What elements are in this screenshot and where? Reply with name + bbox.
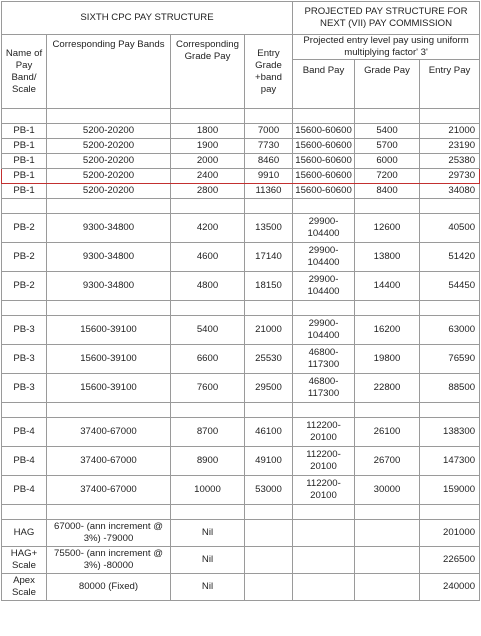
spacer-cell bbox=[293, 109, 355, 124]
table-row bbox=[2, 169, 480, 184]
pay-band-name-cell: PB-1 bbox=[2, 139, 47, 154]
pay-band-range-cell: 9300-34800 bbox=[47, 214, 171, 243]
entry-pay-cell bbox=[245, 547, 293, 574]
pay-band-range-cell: 5200-20200 bbox=[47, 124, 171, 139]
pay-band-range-cell: 80000 (Fixed) bbox=[47, 574, 171, 601]
spacer-cell bbox=[47, 199, 171, 214]
table-row bbox=[2, 520, 480, 547]
projected-band-pay-cell bbox=[293, 574, 355, 601]
pay-band-range-cell: 37400-67000 bbox=[47, 418, 171, 447]
header-row-2 bbox=[2, 35, 480, 60]
entry-pay-cell bbox=[245, 520, 293, 547]
projected-entry-pay-cell: 240000 bbox=[420, 574, 480, 601]
projected-band-pay-cell: 29900-104400 bbox=[293, 214, 355, 243]
spacer-cell bbox=[2, 403, 47, 418]
spacer-cell bbox=[171, 403, 245, 418]
spacer-cell bbox=[2, 109, 47, 124]
entry-pay-cell: 29500 bbox=[245, 374, 293, 403]
spacer-cell bbox=[420, 505, 480, 520]
projected-entry-pay-cell: 88500 bbox=[420, 374, 480, 403]
table-row bbox=[2, 316, 480, 345]
spacer-cell bbox=[171, 199, 245, 214]
projected-grade-pay-cell: 5400 bbox=[355, 124, 420, 139]
projected-grade-pay-cell: 14400 bbox=[355, 272, 420, 301]
grade-pay-cell: 4200 bbox=[171, 214, 245, 243]
projected-entry-pay-cell: 34080 bbox=[420, 184, 480, 199]
projected-grade-pay-cell bbox=[355, 520, 420, 547]
projected-grade-pay-cell: 7200 bbox=[355, 169, 420, 184]
entry-pay-cell: 21000 bbox=[245, 316, 293, 345]
pay-band-range-cell: 15600-39100 bbox=[47, 316, 171, 345]
entry-pay-cell: 53000 bbox=[245, 476, 293, 505]
projected-grade-pay-cell: 26100 bbox=[355, 418, 420, 447]
projected-grade-pay-cell: 13800 bbox=[355, 243, 420, 272]
table-row bbox=[2, 418, 480, 447]
projected-grade-pay-cell: 22800 bbox=[355, 374, 420, 403]
projected-band-pay-cell: 15600-60600 bbox=[293, 184, 355, 199]
pay-band-name-cell: PB-2 bbox=[2, 272, 47, 301]
entry-pay-cell: 46100 bbox=[245, 418, 293, 447]
table-row bbox=[2, 447, 480, 476]
entry-pay-cell: 11360 bbox=[245, 184, 293, 199]
projected-grade-pay-cell: 6000 bbox=[355, 154, 420, 169]
projected-band-pay-cell: 46800-117300 bbox=[293, 374, 355, 403]
spacer-cell bbox=[245, 199, 293, 214]
table-row bbox=[2, 547, 480, 574]
entry-pay-cell: 18150 bbox=[245, 272, 293, 301]
grade-pay-cell: Nil bbox=[171, 574, 245, 601]
pay-band-range-cell: 5200-20200 bbox=[47, 169, 171, 184]
table-row bbox=[2, 184, 480, 199]
projected-entry-pay-cell: 51420 bbox=[420, 243, 480, 272]
pay-band-range-cell: 67000- (ann increment @ 3%) -79000 bbox=[47, 520, 171, 547]
projected-header: PROJECTED PAY STRUCTURE FOR NEXT (VII) PAY COMMISSION bbox=[293, 2, 480, 35]
spacer-cell bbox=[171, 301, 245, 316]
table-row bbox=[2, 243, 480, 272]
projected-entry-pay-cell: 76590 bbox=[420, 345, 480, 374]
projected-grade-pay-cell: 19800 bbox=[355, 345, 420, 374]
spacer-cell bbox=[47, 109, 171, 124]
projected-entry-pay-cell: 25380 bbox=[420, 154, 480, 169]
col-header-corresponding-grade-pay: Corresponding Grade Pay bbox=[171, 35, 245, 109]
projected-band-pay-cell: 29900-104400 bbox=[293, 316, 355, 345]
spacer-row bbox=[2, 109, 480, 124]
pay-band-name-cell: PB-4 bbox=[2, 476, 47, 505]
spacer-cell bbox=[171, 505, 245, 520]
pay-band-name-cell: PB-1 bbox=[2, 169, 47, 184]
projected-band-pay-cell bbox=[293, 520, 355, 547]
projected-band-pay-cell: 46800-117300 bbox=[293, 345, 355, 374]
col-header-entry-pay: Entry Pay bbox=[420, 60, 480, 109]
grade-pay-cell: 10000 bbox=[171, 476, 245, 505]
spacer-cell bbox=[355, 505, 420, 520]
spacer-cell bbox=[245, 301, 293, 316]
grade-pay-cell: 1900 bbox=[171, 139, 245, 154]
col-header-grade-pay: Grade Pay bbox=[355, 60, 420, 109]
spacer-row bbox=[2, 199, 480, 214]
col-header-entry-grade-band-pay: Entry Grade +band pay bbox=[245, 35, 293, 109]
grade-pay-cell: 2800 bbox=[171, 184, 245, 199]
pay-band-name-cell: PB-3 bbox=[2, 316, 47, 345]
table-row bbox=[2, 139, 480, 154]
spacer-cell bbox=[420, 199, 480, 214]
pay-band-name-cell: PB-1 bbox=[2, 124, 47, 139]
projected-grade-pay-cell: 8400 bbox=[355, 184, 420, 199]
pay-band-range-cell: 9300-34800 bbox=[47, 243, 171, 272]
pay-band-range-cell: 9300-34800 bbox=[47, 272, 171, 301]
pay-band-range-cell: 5200-20200 bbox=[47, 154, 171, 169]
spacer-cell bbox=[245, 505, 293, 520]
entry-pay-cell: 7000 bbox=[245, 124, 293, 139]
entry-pay-cell: 13500 bbox=[245, 214, 293, 243]
spacer-cell bbox=[355, 403, 420, 418]
spacer-cell bbox=[47, 301, 171, 316]
projected-band-pay-cell: 29900-104400 bbox=[293, 243, 355, 272]
col-header-projected-entry-level: Projected entry level pay using uniform multiplying factor' 3' bbox=[293, 35, 480, 60]
spacer-cell bbox=[171, 109, 245, 124]
entry-pay-cell: 8460 bbox=[245, 154, 293, 169]
pay-band-range-cell: 15600-39100 bbox=[47, 345, 171, 374]
pay-band-range-cell: 15600-39100 bbox=[47, 374, 171, 403]
pay-band-range-cell: 5200-20200 bbox=[47, 139, 171, 154]
grade-pay-cell: Nil bbox=[171, 547, 245, 574]
grade-pay-cell: 4600 bbox=[171, 243, 245, 272]
projected-entry-pay-cell: 147300 bbox=[420, 447, 480, 476]
projected-band-pay-cell: 112200-20100 bbox=[293, 476, 355, 505]
entry-pay-cell: 25530 bbox=[245, 345, 293, 374]
pay-band-name-cell: PB-1 bbox=[2, 154, 47, 169]
spacer-cell bbox=[47, 505, 171, 520]
projected-grade-pay-cell: 16200 bbox=[355, 316, 420, 345]
spacer-cell bbox=[245, 109, 293, 124]
projected-entry-pay-cell: 54450 bbox=[420, 272, 480, 301]
spacer-cell bbox=[2, 505, 47, 520]
grade-pay-cell: 8900 bbox=[171, 447, 245, 476]
pay-band-range-cell: 37400-67000 bbox=[47, 447, 171, 476]
pay-band-range-cell: 75500- (ann increment @ 3%) -80000 bbox=[47, 547, 171, 574]
pay-band-range-cell: 37400-67000 bbox=[47, 476, 171, 505]
spacer-cell bbox=[355, 199, 420, 214]
projected-band-pay-cell: 15600-60600 bbox=[293, 169, 355, 184]
pay-structure-table bbox=[1, 1, 480, 601]
spacer-cell bbox=[420, 301, 480, 316]
grade-pay-cell: 2400 bbox=[171, 169, 245, 184]
spacer-cell bbox=[245, 403, 293, 418]
spacer-cell bbox=[293, 301, 355, 316]
pay-band-range-cell: 5200-20200 bbox=[47, 184, 171, 199]
pay-band-name-cell: PB-1 bbox=[2, 184, 47, 199]
table-row bbox=[2, 345, 480, 374]
table-row bbox=[2, 374, 480, 403]
col-header-name: Name of Pay Band/ Scale bbox=[2, 35, 47, 109]
spacer-row bbox=[2, 301, 480, 316]
entry-pay-cell: 9910 bbox=[245, 169, 293, 184]
table-row bbox=[2, 272, 480, 301]
sixth-cpc-header: SIXTH CPC PAY STRUCTURE bbox=[2, 2, 293, 35]
spacer-cell bbox=[293, 505, 355, 520]
spacer-cell bbox=[2, 199, 47, 214]
projected-grade-pay-cell bbox=[355, 574, 420, 601]
spacer-cell bbox=[355, 301, 420, 316]
spacer-cell bbox=[420, 109, 480, 124]
projected-entry-pay-cell: 138300 bbox=[420, 418, 480, 447]
grade-pay-cell: 8700 bbox=[171, 418, 245, 447]
pay-band-name-cell: PB-3 bbox=[2, 374, 47, 403]
spacer-row bbox=[2, 403, 480, 418]
projected-grade-pay-cell: 26700 bbox=[355, 447, 420, 476]
entry-pay-cell: 7730 bbox=[245, 139, 293, 154]
projected-entry-pay-cell: 201000 bbox=[420, 520, 480, 547]
entry-pay-cell bbox=[245, 574, 293, 601]
table-row bbox=[2, 574, 480, 601]
table-row bbox=[2, 154, 480, 169]
grade-pay-cell: 2000 bbox=[171, 154, 245, 169]
header-row-1 bbox=[2, 2, 480, 35]
grade-pay-cell: 6600 bbox=[171, 345, 245, 374]
projected-band-pay-cell bbox=[293, 547, 355, 574]
spacer-cell bbox=[293, 199, 355, 214]
pay-band-name-cell: PB-4 bbox=[2, 447, 47, 476]
entry-pay-cell: 17140 bbox=[245, 243, 293, 272]
spacer-cell bbox=[355, 109, 420, 124]
spacer-cell bbox=[293, 403, 355, 418]
pay-band-name-cell: PB-3 bbox=[2, 345, 47, 374]
spacer-row bbox=[2, 505, 480, 520]
projected-entry-pay-cell: 63000 bbox=[420, 316, 480, 345]
projected-entry-pay-cell: 226500 bbox=[420, 547, 480, 574]
pay-band-name-cell: HAG+ Scale bbox=[2, 547, 47, 574]
table-row bbox=[2, 124, 480, 139]
pay-band-name-cell: PB-4 bbox=[2, 418, 47, 447]
projected-entry-pay-cell: 23190 bbox=[420, 139, 480, 154]
pay-band-name-cell: PB-2 bbox=[2, 243, 47, 272]
projected-entry-pay-cell: 21000 bbox=[420, 124, 480, 139]
pay-band-name-cell: HAG bbox=[2, 520, 47, 547]
spacer-cell bbox=[47, 403, 171, 418]
projected-grade-pay-cell: 5700 bbox=[355, 139, 420, 154]
grade-pay-cell: 1800 bbox=[171, 124, 245, 139]
spacer-cell bbox=[2, 301, 47, 316]
projected-band-pay-cell: 112200-20100 bbox=[293, 418, 355, 447]
grade-pay-cell: 4800 bbox=[171, 272, 245, 301]
col-header-band-pay: Band Pay bbox=[293, 60, 355, 109]
projected-entry-pay-cell: 29730 bbox=[420, 169, 480, 184]
col-header-corresponding-pay-bands: Corresponding Pay Bands bbox=[47, 35, 171, 109]
pay-band-name-cell: PB-2 bbox=[2, 214, 47, 243]
projected-band-pay-cell: 15600-60600 bbox=[293, 124, 355, 139]
grade-pay-cell: 7600 bbox=[171, 374, 245, 403]
projected-band-pay-cell: 112200-20100 bbox=[293, 447, 355, 476]
spacer-cell bbox=[420, 403, 480, 418]
projected-grade-pay-cell: 30000 bbox=[355, 476, 420, 505]
table-row bbox=[2, 476, 480, 505]
grade-pay-cell: Nil bbox=[171, 520, 245, 547]
projected-band-pay-cell: 29900-104400 bbox=[293, 272, 355, 301]
projected-grade-pay-cell: 12600 bbox=[355, 214, 420, 243]
table-row bbox=[2, 214, 480, 243]
projected-entry-pay-cell: 40500 bbox=[420, 214, 480, 243]
grade-pay-cell: 5400 bbox=[171, 316, 245, 345]
entry-pay-cell: 49100 bbox=[245, 447, 293, 476]
projected-entry-pay-cell: 159000 bbox=[420, 476, 480, 505]
projected-band-pay-cell: 15600-60600 bbox=[293, 139, 355, 154]
projected-band-pay-cell: 15600-60600 bbox=[293, 154, 355, 169]
pay-band-name-cell: Apex Scale bbox=[2, 574, 47, 601]
projected-grade-pay-cell bbox=[355, 547, 420, 574]
